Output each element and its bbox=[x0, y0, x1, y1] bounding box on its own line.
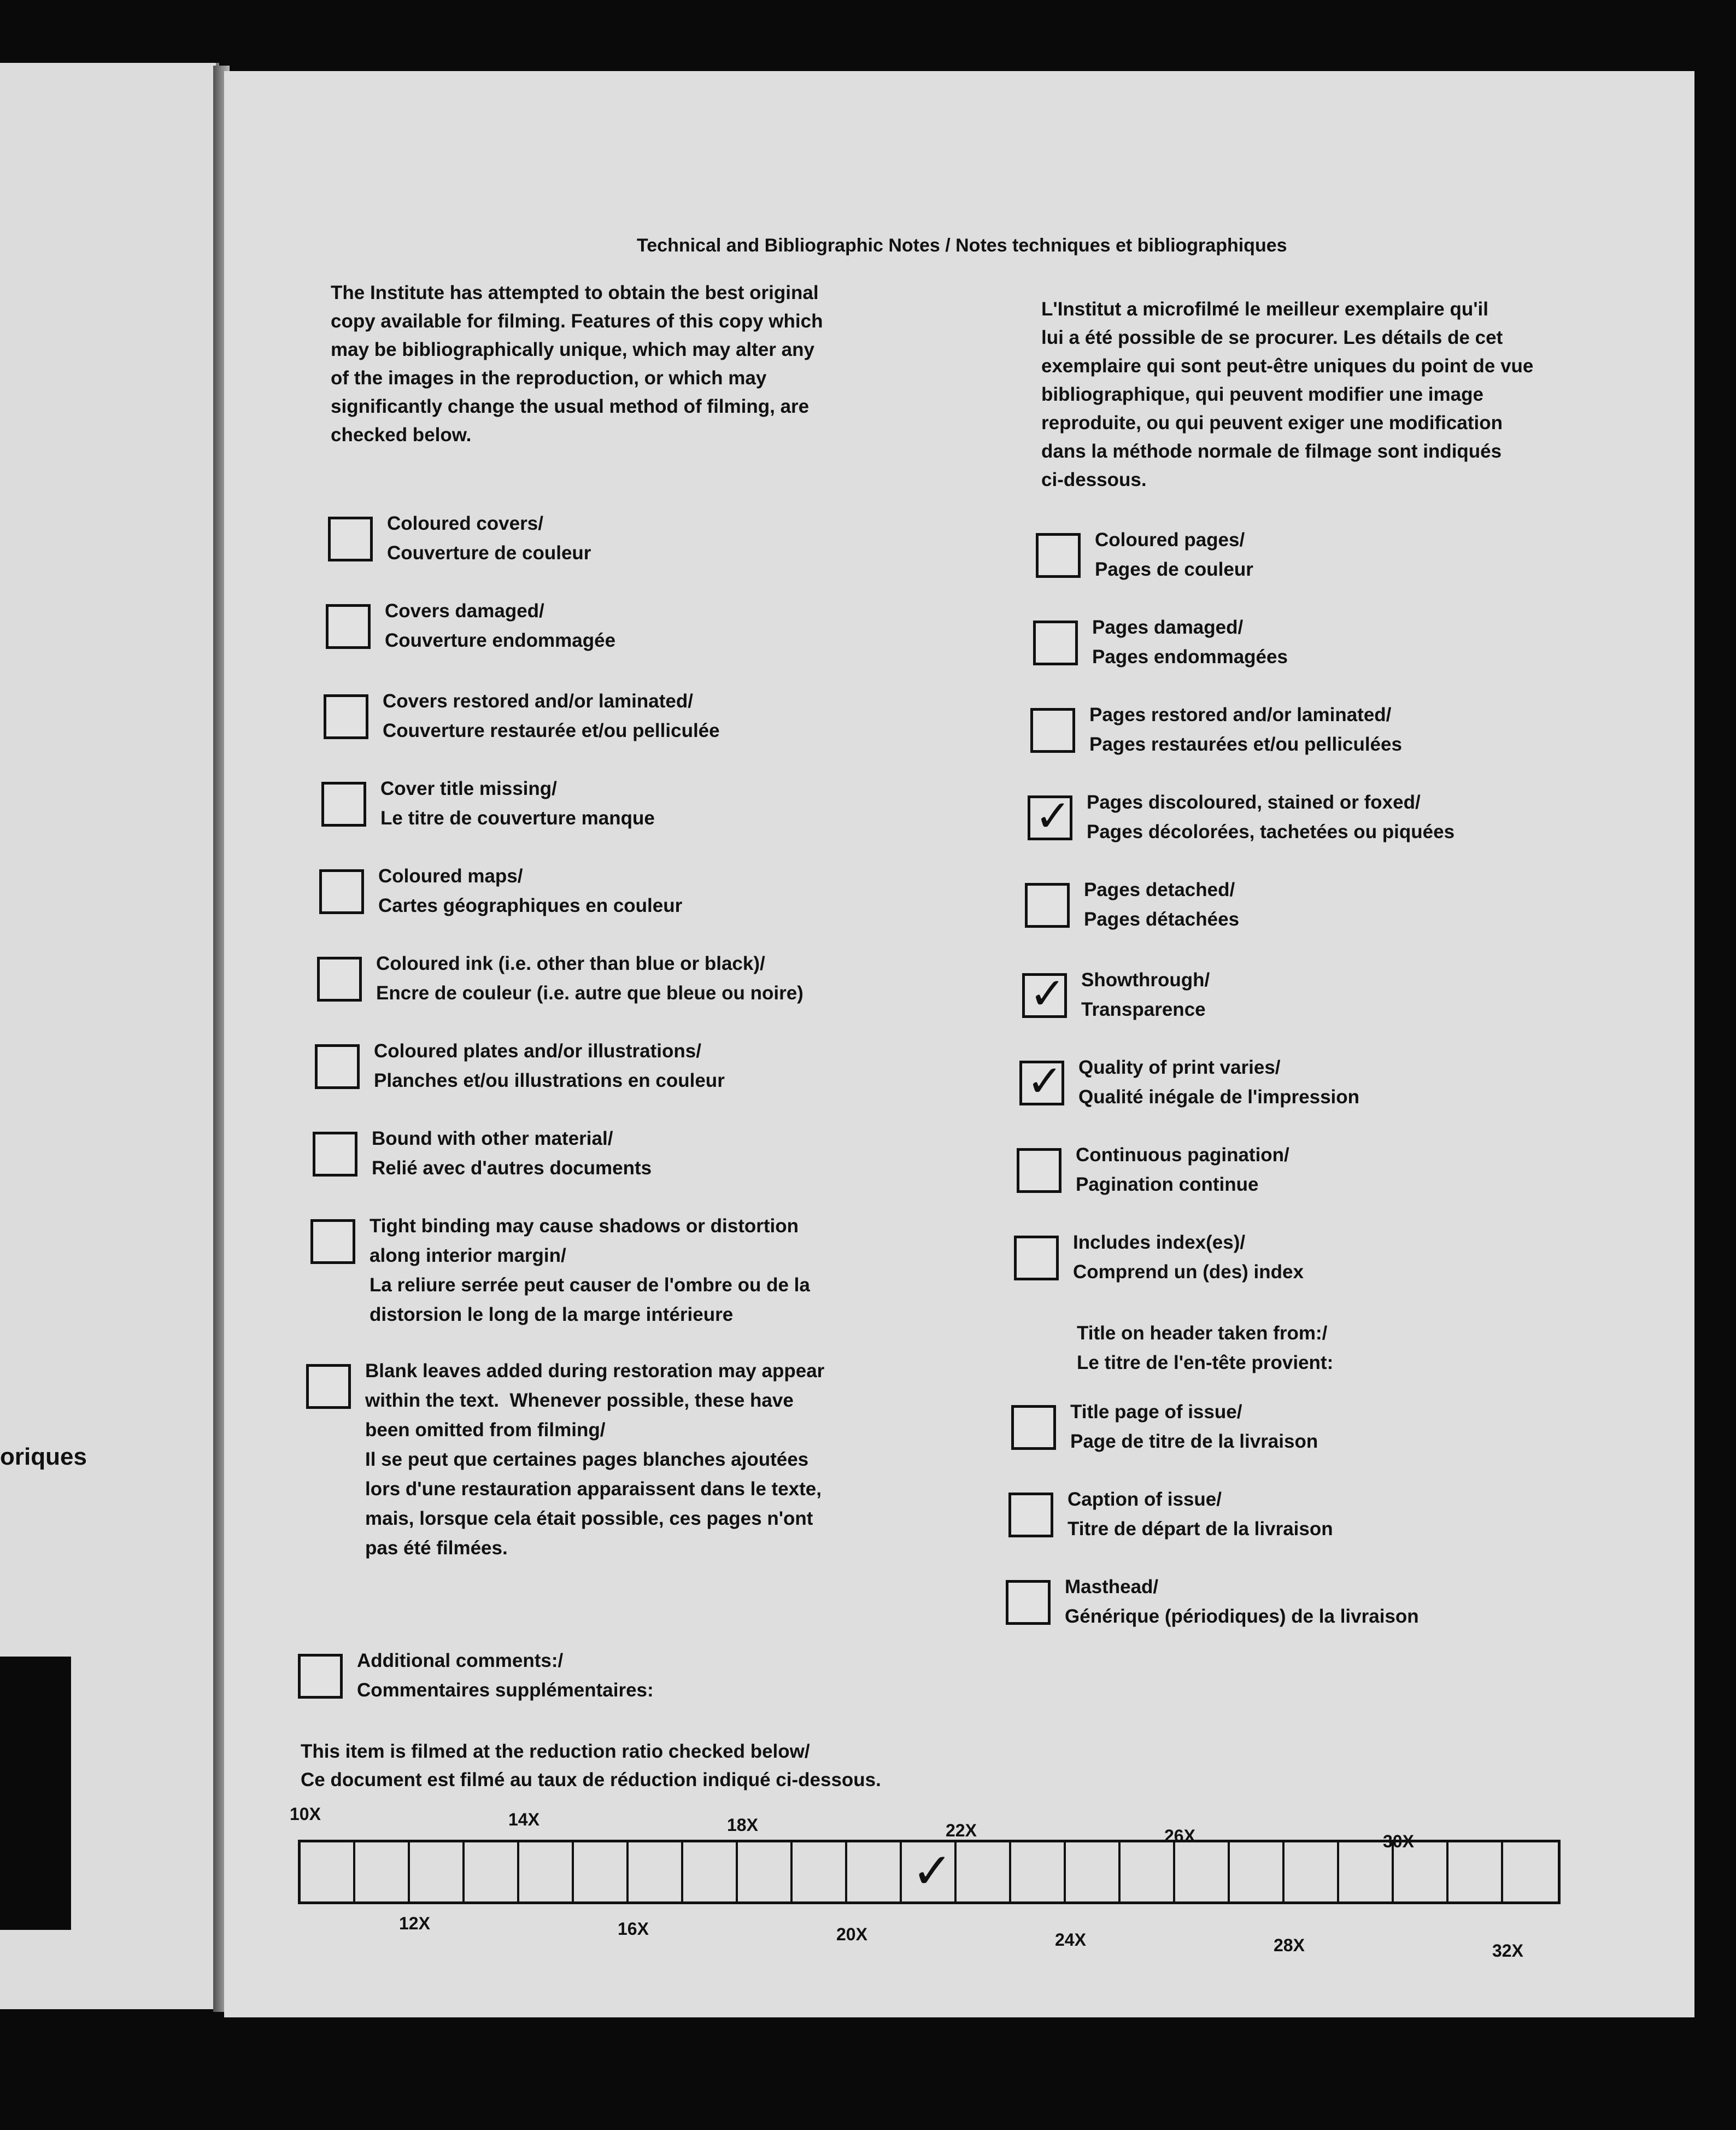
checkbox-label: Pages restored and/or laminated/ Pages restaurées et/ou pelliculées bbox=[1089, 704, 1402, 755]
ratio-cell[interactable] bbox=[465, 1842, 519, 1901]
checkbox-label: Coloured plates and/or illustrations/ Planches et/ou illustrations en couleur bbox=[374, 1040, 725, 1091]
checkbox-label: Covers damaged/ Couverture endommagée bbox=[385, 600, 616, 651]
intro-french: L'Institut a microfilmé le meilleur exemplaire qu'il lui a été possible de se procurer. Les détails de cet exemplaire qui sont peut-être uniques du point de vue bibliographique, qui peuvent modifier une image reproduite, ou qui peuvent exiger une modification dans la méthode normale de filmage sont indiqués ci-dessous. bbox=[1041, 299, 1534, 490]
ratio-cell[interactable] bbox=[1503, 1842, 1558, 1901]
ratio-label-top: 22X bbox=[946, 1821, 977, 1840]
ratio-label-bottom: 20X bbox=[836, 1924, 867, 1944]
checkbox[interactable] bbox=[1036, 533, 1081, 578]
ratio-cell[interactable] bbox=[1230, 1842, 1285, 1901]
checkbox[interactable] bbox=[326, 604, 371, 649]
ratio-cell[interactable] bbox=[1175, 1842, 1230, 1901]
checkbox-label: Pages discoloured, stained or foxed/ Pages décolorées, tachetées ou piquées bbox=[1087, 792, 1455, 842]
ratio-cell[interactable] bbox=[957, 1842, 1011, 1901]
check-mark-icon: ✓ bbox=[1035, 791, 1072, 841]
checkbox-label: Title page of issue/ Page de titre de la livraison bbox=[1070, 1401, 1318, 1452]
checkbox-label: Caption of issue/ Titre de départ de la livraison bbox=[1068, 1489, 1333, 1540]
ratio-cell[interactable] bbox=[738, 1842, 793, 1901]
ratio-cell[interactable] bbox=[574, 1842, 629, 1901]
ratio-cell[interactable] bbox=[519, 1842, 574, 1901]
ratio-cell[interactable] bbox=[1285, 1842, 1339, 1901]
checkbox-label: Tight binding may cause shadows or distortion along interior margin/ La reliure serrée peut causer de l'ombre ou de la distorsion le long de la marge intérieure bbox=[370, 1215, 810, 1325]
ratio-label-top: 14X bbox=[508, 1810, 539, 1829]
checkbox[interactable] bbox=[317, 957, 362, 1002]
ratio-cell[interactable] bbox=[793, 1842, 847, 1901]
checkbox[interactable] bbox=[298, 1654, 343, 1699]
checkbox[interactable] bbox=[315, 1044, 360, 1089]
checkbox-label: Coloured ink (i.e. other than blue or black)/ Encre de couleur (i.e. autre que bleue ou noire) bbox=[376, 953, 804, 1004]
ratio-label-top: 18X bbox=[727, 1815, 758, 1835]
ratio-label-top: 26X bbox=[1164, 1826, 1195, 1846]
checkbox[interactable] bbox=[1011, 1405, 1056, 1450]
ratio-cell[interactable] bbox=[629, 1842, 683, 1901]
checkbox[interactable] bbox=[310, 1219, 355, 1264]
ratio-cell[interactable] bbox=[847, 1842, 902, 1901]
checkbox[interactable] bbox=[319, 869, 364, 914]
ratio-label-bottom: 32X bbox=[1492, 1941, 1523, 1961]
checkbox[interactable] bbox=[1006, 1580, 1051, 1625]
header-source-label: Title on header taken from:/ Le titre de l'en-tête provient: bbox=[1077, 1323, 1334, 1373]
ratio-label-bottom: 24X bbox=[1055, 1930, 1086, 1950]
checkbox[interactable] bbox=[1030, 708, 1075, 753]
checkbox[interactable] bbox=[1019, 1056, 1064, 1107]
checkbox[interactable] bbox=[306, 1364, 351, 1409]
checkbox-label: Showthrough/ Transparence bbox=[1081, 969, 1210, 1020]
checkbox-label: Pages damaged/ Pages endommagées bbox=[1092, 617, 1288, 668]
checkbox-label: Coloured covers/ Couverture de couleur bbox=[387, 513, 591, 564]
ratio-cell[interactable] bbox=[902, 1842, 957, 1901]
checkbox[interactable] bbox=[1022, 968, 1067, 1019]
checkbox[interactable] bbox=[321, 782, 366, 827]
checkbox-label: Coloured maps/ Cartes géographiques en couleur bbox=[378, 865, 683, 916]
checkbox-label: Cover title missing/ Le titre de couverture manque bbox=[380, 778, 655, 829]
checkbox-label: Blank leaves added during restoration may appear within the text. Whenever possible, these have been omitted from filming/ Il se peut que certaines pages blanches ajoutées lors d'une restauration apparaissent dans le texte, mais, lorsque cela était possible, ces pages n'ont pas été filmées. bbox=[365, 1360, 825, 1559]
ratio-cell[interactable] bbox=[410, 1842, 465, 1901]
checkbox[interactable] bbox=[328, 517, 373, 561]
checkbox-label: Pages detached/ Pages détachées bbox=[1084, 879, 1240, 930]
ratio-cell[interactable] bbox=[1066, 1842, 1121, 1901]
checkbox[interactable] bbox=[313, 1132, 357, 1177]
checkbox[interactable] bbox=[1014, 1236, 1059, 1280]
ratio-label-top: 10X bbox=[290, 1804, 321, 1824]
left-page-fragment: oriques bbox=[0, 1443, 87, 1470]
checkbox[interactable] bbox=[324, 694, 368, 739]
ratio-label-bottom: 16X bbox=[618, 1919, 649, 1939]
checkbox-label: Covers restored and/or laminated/ Couverture restaurée et/ou pelliculée bbox=[383, 691, 720, 741]
page-title: Technical and Bibliographic Notes / Notes techniques et bibliographiques bbox=[637, 235, 1287, 256]
checkbox[interactable] bbox=[1028, 791, 1072, 841]
ratio-cell[interactable] bbox=[1121, 1842, 1175, 1901]
ratio-label-top: 30X bbox=[1383, 1831, 1414, 1851]
checkbox-label: Coloured pages/ Pages de couleur bbox=[1095, 529, 1253, 580]
checkbox-label: Masthead/ Générique (périodiques) de la livraison bbox=[1065, 1576, 1419, 1627]
ratio-cell[interactable] bbox=[301, 1842, 355, 1901]
check-mark-icon: ✓ bbox=[912, 1842, 953, 1900]
checkbox-label: Bound with other material/ Relié avec d'autres documents bbox=[372, 1128, 652, 1179]
checkbox-label: Includes index(es)/ Comprend un (des) index bbox=[1073, 1232, 1304, 1283]
ratio-cell[interactable] bbox=[355, 1842, 410, 1901]
checkbox-label: Continuous pagination/ Pagination continue bbox=[1076, 1144, 1289, 1195]
reduction-ratio-scale bbox=[298, 1840, 1561, 1904]
check-mark-icon: ✓ bbox=[1029, 968, 1066, 1019]
checkbox[interactable] bbox=[1017, 1148, 1061, 1193]
ratio-cell[interactable] bbox=[683, 1842, 738, 1901]
checkbox-label: Quality of print varies/ Qualité inégale de l'impression bbox=[1078, 1057, 1360, 1108]
checkbox[interactable] bbox=[1025, 883, 1070, 928]
checkbox-label: Additional comments:/ Commentaires supplémentaires: bbox=[357, 1650, 654, 1701]
check-mark-icon: ✓ bbox=[1027, 1056, 1064, 1107]
reduction-ratio-text: This item is filmed at the reduction ratio checked below/ Ce document est filmé au taux de réduction indiqué ci-dessous. bbox=[301, 1741, 881, 1790]
checkbox[interactable] bbox=[1008, 1493, 1053, 1537]
ratio-label-bottom: 28X bbox=[1274, 1935, 1305, 1955]
notes-page bbox=[224, 71, 1694, 2017]
left-black-block bbox=[0, 1657, 71, 1930]
intro-english: The Institute has attempted to obtain the best original copy available for filming. Features of this copy which may be bibliographically unique, which may alter any of the images in the reproduction, or which may significantly change the usual method of filming, are checked below. bbox=[331, 282, 823, 446]
checkbox[interactable] bbox=[1033, 621, 1078, 665]
ratio-cell[interactable] bbox=[1448, 1842, 1503, 1901]
ratio-cell[interactable] bbox=[1011, 1842, 1066, 1901]
ratio-label-bottom: 12X bbox=[399, 1914, 430, 1933]
